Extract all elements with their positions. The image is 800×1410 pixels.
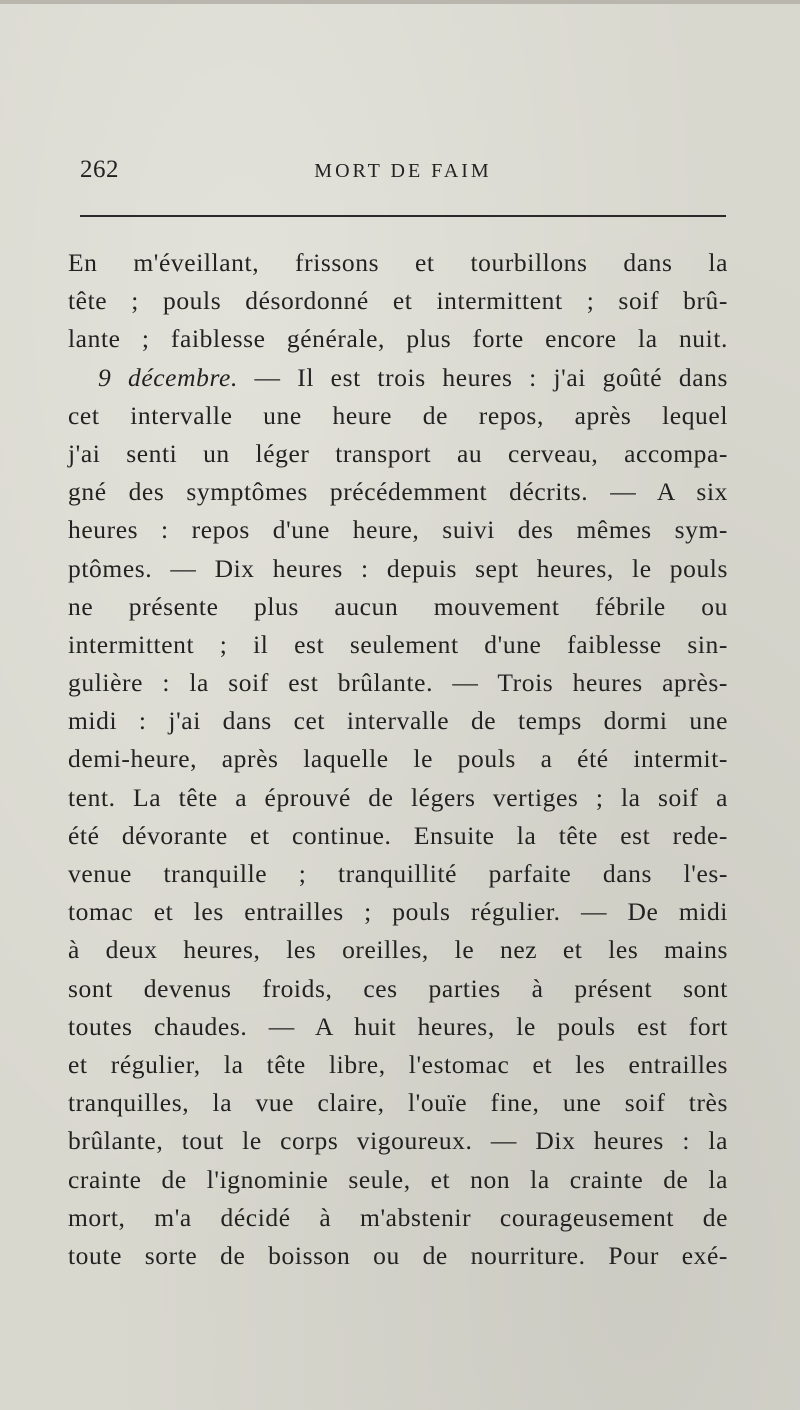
text-line-14: demi-heure, après laquelle le pouls a été intermit- bbox=[68, 744, 728, 774]
running-title: MORT DE FAIM bbox=[314, 160, 492, 182]
text-line-2: tête ; pouls désordonné et intermittent ; soif brû- bbox=[68, 286, 728, 316]
text-line-23: tranquilles, la vue claire, l'ouïe fine, une soif très bbox=[68, 1088, 728, 1118]
text-line-18: tomac et les entrailles ; pouls régulier. — De midi bbox=[68, 897, 728, 927]
text-line-17: venue tranquille ; tranquillité parfaite dans l'es- bbox=[68, 859, 728, 888]
text-line-1: En m'éveillant, frissons et tourbillons dans la bbox=[68, 248, 728, 277]
text-line-7: gné des symptômes précédemment décrits. — A six bbox=[68, 477, 728, 507]
text-line-21: toutes chaudes. — A huit heures, le pouls est fort bbox=[68, 1011, 728, 1041]
text-line-4 bbox=[68, 359, 728, 397]
date-label: 9 décembre. bbox=[98, 362, 238, 392]
text-line-13: midi : j'ai dans cet intervalle de temps dormi une bbox=[68, 706, 728, 736]
text-line-4-rest: — Il est trois heures : j'ai goûté dans bbox=[254, 362, 728, 392]
text-line-11: intermittent ; il est seulement d'une faiblesse sin- bbox=[68, 629, 728, 659]
text-line-20: sont devenus froids, ces parties à présent sont bbox=[68, 973, 728, 1003]
text-line-6: j'ai senti un léger transport au cerveau, accompa- bbox=[68, 438, 728, 468]
text-line-8: heures : repos d'une heure, suivi des mêmes sym- bbox=[68, 515, 728, 545]
text-line-9: ptômes. — Dix heures : depuis sept heures, le pouls bbox=[68, 553, 728, 583]
text-line-3: lante ; faiblesse générale, plus forte encore la nuit. bbox=[68, 324, 728, 354]
text-line-12: gulière : la soif est brûlante. — Trois heures après- bbox=[68, 668, 728, 698]
text-line-24: brûlante, tout le corps vigoureux. — Dix heures : la bbox=[68, 1126, 728, 1156]
body-text bbox=[68, 244, 728, 1275]
text-line-22: et régulier, la tête libre, l'estomac et les entrailles bbox=[68, 1049, 728, 1079]
page-header bbox=[80, 156, 726, 196]
text-line-10: ne présente plus aucun mouvement fébrile ou bbox=[68, 591, 728, 621]
text-line-26: mort, m'a décidé à m'abstenir courageusement de bbox=[68, 1202, 728, 1232]
text-line-25: crainte de l'ignominie seule, et non la crainte de la bbox=[68, 1164, 728, 1194]
text-line-5: cet intervalle une heure de repos, après lequel bbox=[68, 400, 728, 430]
page-number: 262 bbox=[80, 156, 119, 183]
text-line-16: été dévorante et continue. Ensuite la tête est rede- bbox=[68, 820, 728, 850]
header-rule bbox=[80, 215, 726, 217]
text-line-27: toute sorte de boisson ou de nourriture. Pour exé- bbox=[68, 1240, 728, 1270]
text-line-19: à deux heures, les oreilles, le nez et les mains bbox=[68, 935, 728, 965]
text-line-15: tent. La tête a éprouvé de légers vertiges ; la soif a bbox=[68, 782, 728, 812]
